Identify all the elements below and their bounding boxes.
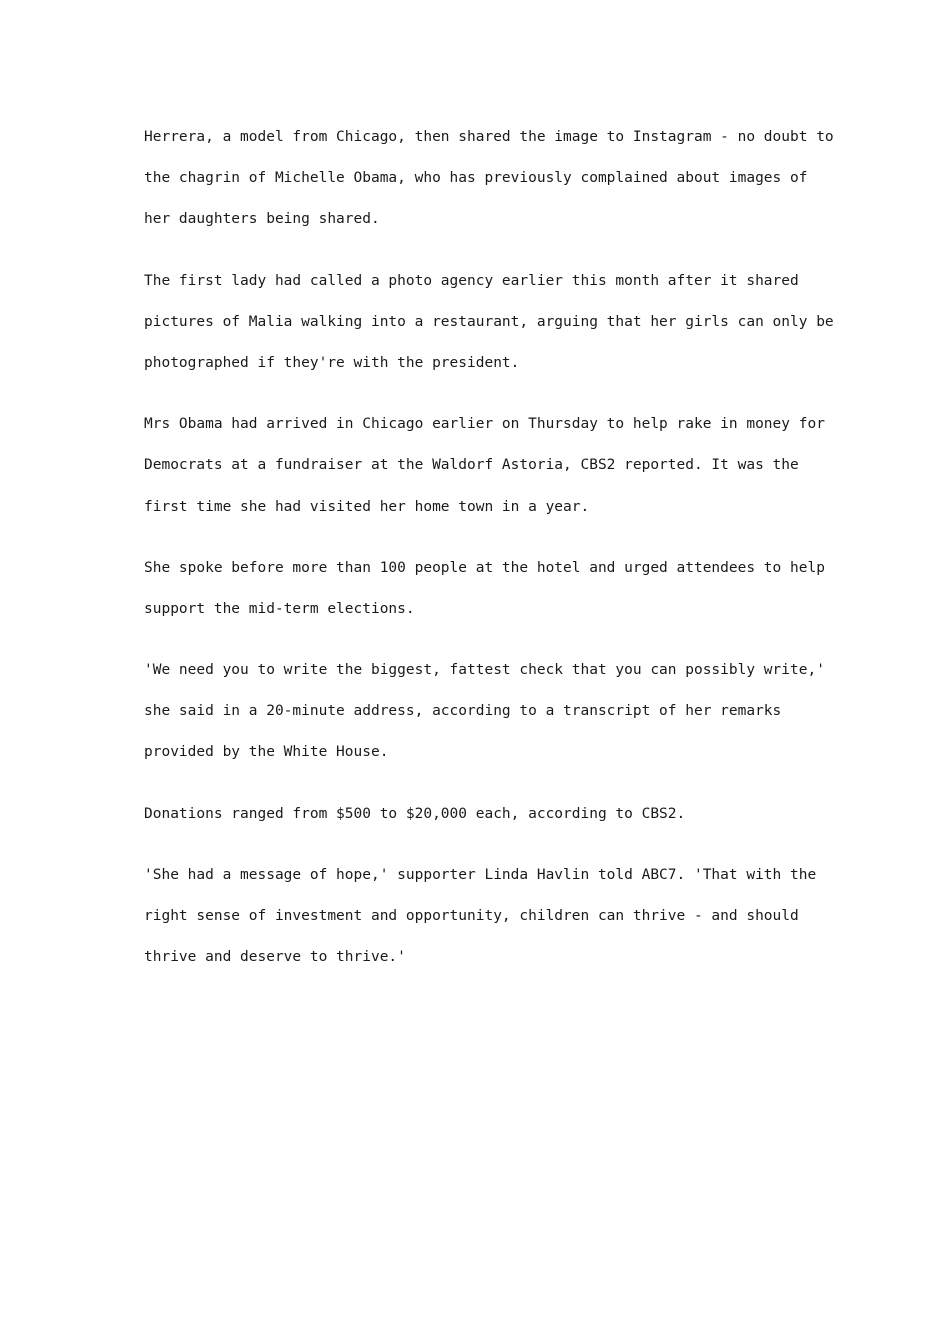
paragraph-line: She spoke before more than 100 people at the hotel and urged attendees to help [144, 559, 825, 576]
paragraph-line: Mrs Obama had arrived in Chicago earlier on Thursday to help rake in money for [144, 416, 825, 433]
paragraph-line: first time she had visited her home town in a year. [144, 498, 590, 515]
paragraph-2 [144, 261, 834, 385]
article-body [144, 117, 834, 998]
paragraph-line: thrive and deserve to thrive.' [144, 949, 406, 966]
paragraph-line: pictures of Malia walking into a restaurant, arguing that her girls can only be [144, 313, 834, 330]
paragraph-6 [144, 794, 824, 835]
paragraph-line: The first lady had called a photo agency earlier this month after it shared [144, 272, 799, 289]
paragraph-line: right sense of investment and opportunity, children can thrive - and should [144, 908, 799, 924]
paragraph-7 [144, 855, 824, 979]
paragraph-line: Herrera, a model from Chicago, then shared the image to Instagram - no doubt to [144, 129, 834, 145]
paragraph-line: Democrats at a fundraiser at the Waldorf Astoria, CBS2 reported. It was the [144, 457, 799, 474]
paragraph-1 [144, 117, 834, 241]
paragraph-line: Donations ranged from $500 to $20,000 each, according to CBS2. [144, 805, 686, 822]
paragraph-line: 'She had a message of hope,' supporter Linda Havlin told ABC7. 'That with the [144, 866, 817, 883]
paragraph-line: she said in a 20-minute address, according to a transcript of her remarks [144, 703, 782, 720]
paragraph-line: photographed if they're with the president. [144, 354, 520, 371]
paragraph-3 [144, 404, 824, 528]
paragraph-4 [144, 548, 824, 630]
paragraph-line: the chagrin of Michelle Obama, who has previously complained about images of [144, 170, 808, 187]
paragraph-line: support the mid-term elections. [144, 600, 415, 617]
paragraph-line: provided by the White House. [144, 744, 389, 761]
paragraph-line: 'We need you to write the biggest, fattest check that you can possibly write,' [144, 662, 825, 679]
paragraph-line: her daughters being shared. [144, 211, 380, 228]
paragraph-5 [144, 650, 824, 774]
